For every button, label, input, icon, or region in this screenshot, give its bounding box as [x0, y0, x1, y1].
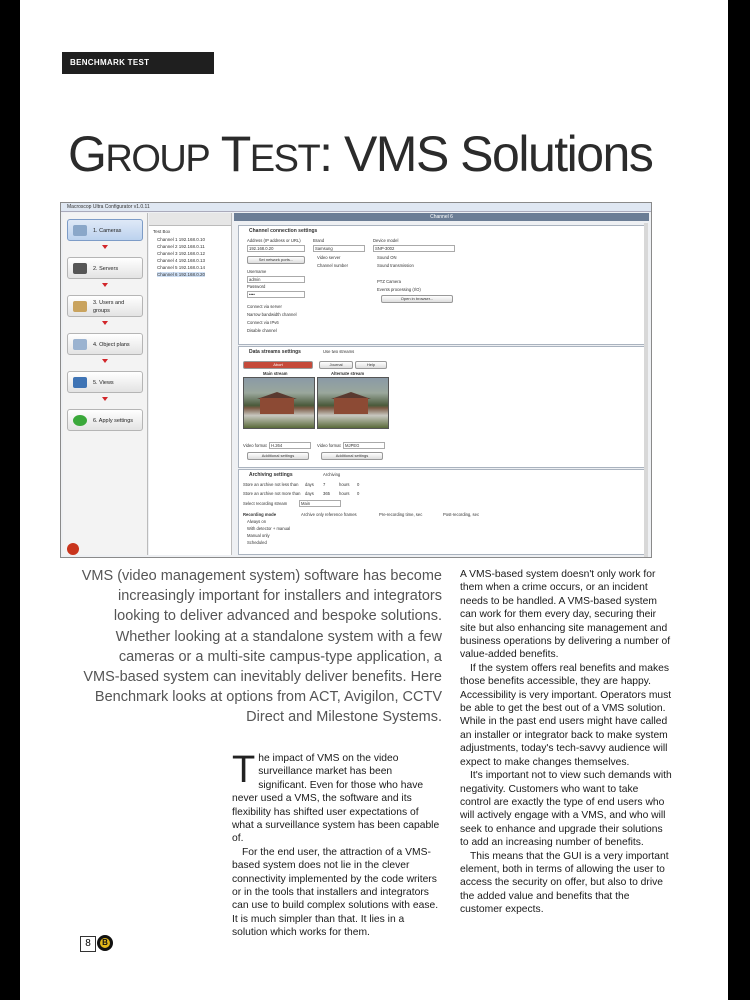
- arrow-down-icon: [102, 245, 108, 249]
- nav-apply-settings[interactable]: [67, 409, 143, 431]
- mode-scheduled-radio[interactable]: Scheduled: [247, 540, 267, 545]
- house-wall: [334, 398, 368, 414]
- streams-panel: [238, 346, 645, 468]
- benchmark-logo-icon: [97, 935, 113, 951]
- col2-paragraph-3: It's important not to view such demands with negativity. Customers who want to take control are exactly the type of end users who will actively engage with a VMS, and who will seek to enhance and upgrade their solutions to add an increasing number of benefits.: [460, 770, 672, 849]
- model-label: Device model: [373, 238, 399, 243]
- store-max-label: Store an archive not more than: [243, 491, 301, 496]
- alt-stream-label: Alternate stream: [331, 371, 365, 376]
- mode-manual-radio[interactable]: Manual only: [247, 533, 270, 538]
- nav-object-plans[interactable]: [67, 333, 143, 355]
- username-input[interactable]: [247, 276, 305, 283]
- article-column-2: [460, 568, 672, 917]
- disable-channel-check[interactable]: Disable channel: [247, 328, 277, 333]
- nav-cameras[interactable]: [67, 219, 143, 241]
- views-icon: [73, 377, 87, 388]
- ref-frames-check[interactable]: Archive only reference frames: [301, 512, 357, 517]
- nav-servers[interactable]: [67, 257, 143, 279]
- address-input[interactable]: [247, 245, 305, 252]
- rec-stream-select[interactable]: [299, 500, 341, 507]
- store-min-label: Store an archive not less than: [243, 482, 299, 487]
- tree-item[interactable]: Channel 4 192.168.0.13: [157, 258, 206, 263]
- article-intro: VMS (video management system) software has become increasingly important for installers and integrators looking to deliver advanced and bespoke solutions. Whether looking at a standalone system with a few cameras or a multi-site campus-type application, a VMS-based system can inevitably deliver benefits. Here Benchmark looks at options from ACT, Avigilon, CCTV Direct and Milestone Systems.: [81, 568, 442, 726]
- ptz-check[interactable]: PTZ Camera: [377, 279, 401, 284]
- codec-label: Video format: [317, 443, 341, 448]
- main-scrollbar[interactable]: [644, 223, 648, 558]
- model-select[interactable]: [373, 245, 455, 252]
- page-number: 8: [80, 936, 96, 952]
- title-initial-g: G: [68, 126, 106, 182]
- tree-root[interactable]: Test Box: [153, 229, 171, 234]
- min-hours-value[interactable]: 0: [357, 482, 360, 487]
- panel-title: Data streams settings: [249, 349, 301, 355]
- additional-main-button[interactable]: Additional settings: [247, 452, 309, 460]
- address-value: 192.168.0.20: [249, 246, 274, 251]
- channel-settings: [234, 213, 649, 555]
- codec-alt-value: MJPEG: [345, 443, 360, 448]
- days-label: days: [305, 482, 314, 487]
- hours-label: hours: [339, 482, 350, 487]
- house-wall: [260, 398, 294, 414]
- max-hours-value[interactable]: 0: [357, 491, 360, 496]
- channel-header: Channel 6: [234, 213, 649, 221]
- two-streams-check[interactable]: Use two streams: [323, 349, 355, 354]
- connect-server-check[interactable]: Connect via server: [247, 304, 282, 309]
- codec-main-value: H.264: [271, 443, 283, 448]
- server-icon: [73, 263, 87, 274]
- username-value: admin: [249, 277, 261, 282]
- network-ports-button[interactable]: Set network ports...: [247, 256, 305, 264]
- nav-label: 3. Users and groups: [93, 300, 125, 314]
- archiving-check[interactable]: Archiving: [323, 472, 341, 477]
- journal-button[interactable]: Journal: [319, 361, 353, 369]
- tree-item[interactable]: Channel 3 192.168.0.12: [157, 251, 206, 256]
- tree-item[interactable]: Channel 1 192.168.0.10: [157, 237, 206, 242]
- rec-stream-value: Main: [301, 501, 311, 506]
- nav-panel: [63, 213, 148, 555]
- days-label: days: [305, 491, 314, 496]
- nav-label: 5. Views: [93, 380, 114, 386]
- archive-panel: [238, 469, 645, 555]
- help-button[interactable]: Help: [355, 361, 387, 369]
- model-value: SNP-3002: [375, 246, 395, 251]
- camera-icon: [73, 225, 87, 236]
- pre-rec-label: Pre-recording time, sec: [379, 512, 423, 517]
- drop-cap: T: [232, 749, 256, 791]
- plan-icon: [73, 339, 87, 350]
- title-rest-roup: ROUP: [105, 138, 210, 180]
- address-label: Address (IP address or URL): [247, 238, 301, 243]
- software-screenshot: [60, 202, 652, 558]
- sound-on-check[interactable]: Sound ON: [377, 255, 397, 260]
- col2-paragraph-1: A VMS-based system doesn't only work for them when a crime occurs, or an incident needs to be handled. A VMS-based system can work for them every day, securing their site but also enhancing site management and business operations by delivering a number of value-added benefits.: [460, 569, 671, 661]
- tree-toolbar: [149, 213, 231, 226]
- col2-paragraph-2: If the system offers real benefits and makes those benefits accessible, they are happy. Accessibility is very important. Operators must be able to get the best out of a VMS solution. While in the past end users might have called an installer or integrator back to make system adjustments, today's tech-savvy audience will expect to make changes themselves.: [460, 662, 672, 768]
- title-vms-solutions: : VMS Solutions: [319, 126, 653, 182]
- arrow-down-icon: [102, 321, 108, 325]
- panel-title: Channel connection settings: [249, 228, 318, 234]
- nav-label: 4. Object plans: [93, 342, 130, 348]
- col1-paragraph-1: he impact of VMS on the video surveillance market has been significant. Even for those who have never used a VMS, the software and its flexibility has shifted user expectations of what a surveillance system has been capable of.: [232, 753, 440, 845]
- title-initial-t: T: [220, 126, 250, 182]
- sound-transmission-check[interactable]: Sound transmission: [377, 263, 414, 268]
- page-title: [68, 118, 652, 195]
- nav-label: 6. Apply settings: [93, 418, 134, 424]
- mode-always-radio[interactable]: Always on: [247, 519, 267, 524]
- max-days-value[interactable]: 365: [323, 491, 330, 496]
- nav-label: 1. Cameras: [93, 228, 122, 234]
- nav-label: 2. Servers: [93, 266, 119, 272]
- brand-label: Brand: [313, 238, 325, 243]
- channel-tree: [149, 213, 232, 555]
- video-server-check[interactable]: Video server: [317, 255, 341, 260]
- col2-paragraph-4: This means that the GUI is a very important element, both in terms of allowing the user to access the security on offer, but also to drive the added value and benefits that the customer expects.: [460, 850, 669, 916]
- tree-item[interactable]: Channel 2 192.168.0.11: [157, 244, 205, 249]
- ipv6-check[interactable]: Connect via IPv6: [247, 320, 279, 325]
- codec-main-select[interactable]: [269, 442, 311, 449]
- tree-item[interactable]: Channel 5 192.168.0.14: [157, 265, 206, 270]
- main-stream-label: Main stream: [263, 371, 288, 376]
- panel-title: Archiving settings: [249, 472, 293, 478]
- arrow-down-icon: [102, 397, 108, 401]
- password-input[interactable]: [247, 291, 305, 298]
- min-days-value[interactable]: 7: [323, 482, 326, 487]
- additional-alt-button[interactable]: Additional settings: [321, 452, 383, 460]
- post-rec-label: Post-recording, sec: [443, 512, 480, 517]
- events-check[interactable]: Events processing (I/O): [377, 287, 421, 292]
- article-column-1: [232, 749, 442, 940]
- users-icon: [73, 301, 87, 312]
- mode-detector-radio[interactable]: With detector + manual: [247, 526, 291, 531]
- codec-label: Video format: [243, 443, 267, 448]
- main-stream-preview: [243, 377, 315, 429]
- alt-stream-preview: [317, 377, 389, 429]
- checkmark-icon: [73, 415, 87, 426]
- arrow-down-icon: [102, 283, 108, 287]
- logo-letter: B: [100, 938, 110, 948]
- abort-button[interactable]: Abort: [243, 361, 313, 369]
- window-title: Macroscop Ultra Configurator v1.0.11: [61, 203, 651, 212]
- exit-icon[interactable]: [67, 543, 79, 555]
- connection-panel: [238, 225, 645, 345]
- section-tag: BENCHMARK TEST: [62, 52, 214, 74]
- brand-value: Samsung: [315, 246, 333, 251]
- title-rest-est: EST: [249, 138, 320, 180]
- password-value: ••••: [249, 292, 255, 297]
- codec-alt-select[interactable]: [343, 442, 385, 449]
- rec-mode-label: Recording mode: [243, 512, 277, 517]
- channel-number-label: Channel number: [317, 263, 348, 268]
- rec-stream-label: Select recording stream: [243, 501, 288, 506]
- hours-label: hours: [339, 491, 350, 496]
- arrow-down-icon: [102, 359, 108, 363]
- username-label: Username: [247, 269, 267, 274]
- password-label: Password: [247, 284, 266, 289]
- nav-users-groups[interactable]: [67, 295, 143, 317]
- col1-paragraph-2: For the end user, the attraction of a VMS-based system does not lie in the clever connectivity implemented by the code writers or in the tools that installers and integrators can use to build complex solutions with ease. It is much simpler than that. It lies in a solution which works for them.: [232, 846, 439, 939]
- nav-views[interactable]: [67, 371, 143, 393]
- open-browser-button[interactable]: Open in browser...: [381, 295, 453, 303]
- brand-select[interactable]: [313, 245, 365, 252]
- narrow-bandwidth-check[interactable]: Narrow bandwidth channel: [247, 312, 297, 317]
- tree-item-selected[interactable]: Channel 6 192.168.0.20: [157, 272, 206, 277]
